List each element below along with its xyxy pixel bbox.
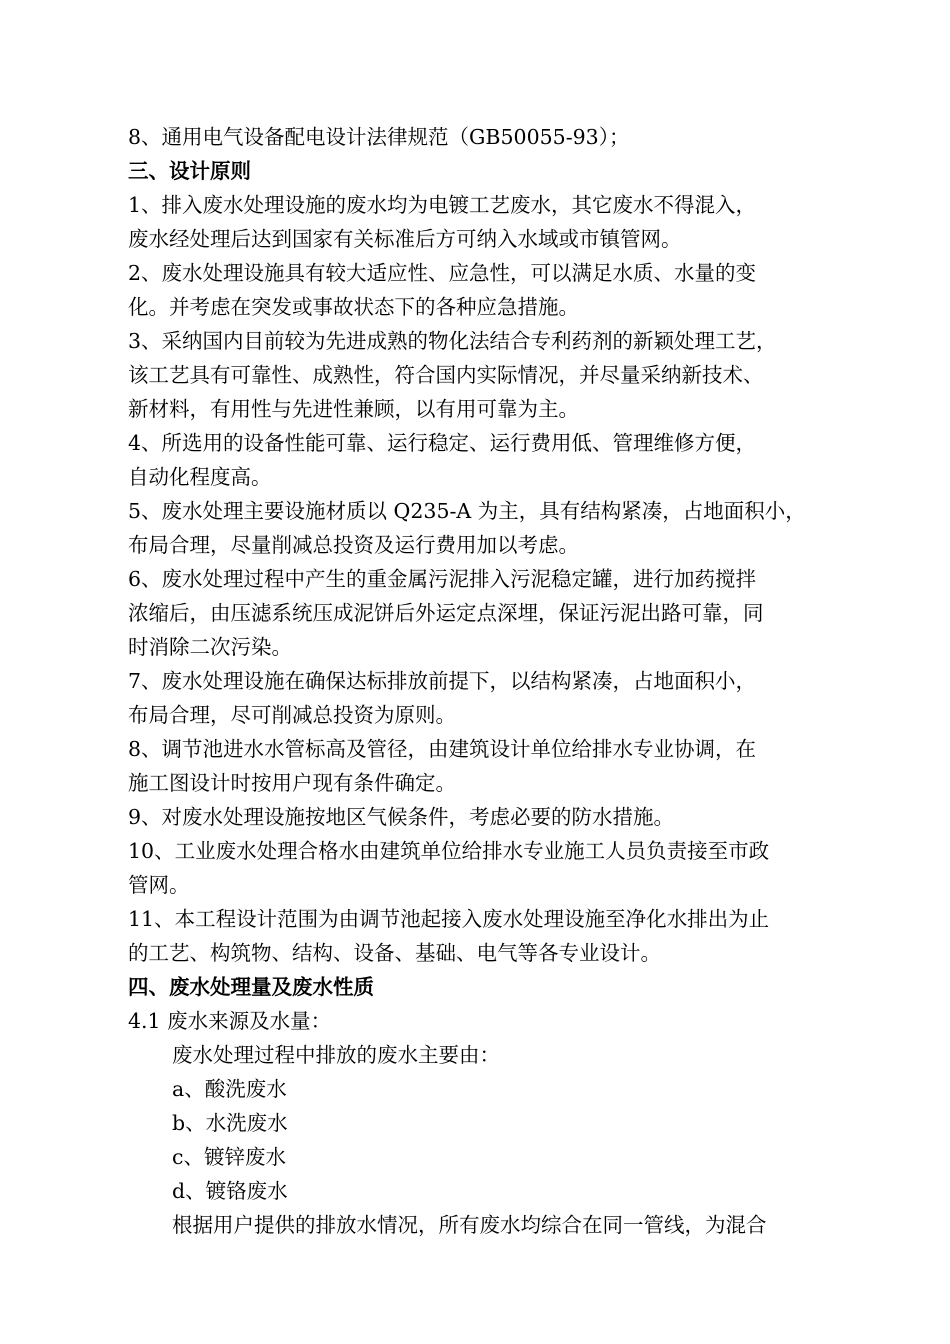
principle-3-line-3: 新材料，有用性与先进性兼顾，以有用可靠为主。: [128, 397, 579, 421]
principle-8-line-1: 8、调节池进水水管标高及管径，由建筑设计单位给排水专业协调，在: [128, 737, 757, 761]
list-item-c: c、镀锌废水: [172, 1145, 286, 1169]
principle-11-line-2: 的工艺、构筑物、结构、设备、基础、电气等各专业设计。: [128, 941, 661, 965]
principle-1-line-2: 废水经处理后达到国家有关标准后方可纳入水域或市镇管网。: [128, 227, 682, 251]
principle-11-line-1: 11、本工程设计范围为由调节池起接入废水处理设施至净化水排出为止: [128, 907, 770, 931]
principle-2-line-2: 化。并考虑在突发或事故状态下的各种应急措施。: [128, 295, 579, 319]
list-item-d: d、镀铬废水: [172, 1179, 288, 1203]
principle-5-line-1: 5、废水处理主要设施材质以 Q235-A 为主，具有结构紧凑，占地面积小，: [128, 499, 806, 523]
principle-10-line-1: 10、工业废水处理合格水由建筑单位给排水专业施工人员负责接至市政: [128, 839, 770, 863]
principle-6-line-2: 浓缩后，由压滤系统压成泥饼后外运定点深埋，保证污泥出路可靠，同: [128, 601, 764, 625]
principle-3-line-2: 该工艺具有可靠性、成熟性，符合国内实际情况，并尽量采纳新技术、: [128, 363, 764, 387]
wastewater-source-intro: 废水处理过程中排放的废水主要由：: [172, 1043, 500, 1067]
list-item-b: b、水洗废水: [172, 1111, 288, 1135]
section-heading-wastewater-volume: 四、废水处理量及废水性质: [128, 975, 374, 999]
principle-8-line-2: 施工图设计时按用户现有条件确定。: [128, 771, 456, 795]
principle-3-line-1: 3、采纳国内目前较为先进成熟的物化法结合专利药剂的新颖处理工艺，: [128, 329, 777, 353]
discharge-note-line-1: 根据用户提供的排放水情况，所有废水均综合在同一管线，为混合: [172, 1213, 767, 1237]
list-item-a: a、酸洗废水: [172, 1077, 287, 1101]
principle-5-line-2: 布局合理，尽量削减总投资及运行费用加以考虑。: [128, 533, 579, 557]
section-heading-design-principles: 三、设计原则: [128, 159, 251, 183]
principle-6-line-1: 6、废水处理过程中产生的重金属污泥排入污泥稳定罐，进行加药搅拌: [128, 567, 757, 591]
standard-item-8: 8、通用电气设备配电设计法律规范（GB50055-93）；: [128, 125, 630, 149]
principle-4-line-1: 4、所选用的设备性能可靠、运行稳定、运行费用低、管理维修方便，: [128, 431, 757, 455]
principle-9-line-1: 9、对废水处理设施按地区气候条件，考虑必要的防水措施。: [128, 805, 675, 829]
principle-7-line-2: 布局合理，尽可削减总投资为原则。: [128, 703, 456, 727]
principle-1-line-1: 1、排入废水处理设施的废水均为电镀工艺废水，其它废水不得混入，: [128, 193, 757, 217]
principle-6-line-3: 时消除二次污染。: [128, 635, 292, 659]
principle-10-line-2: 管网。: [128, 873, 190, 897]
subsection-4-1-title: 4.1 废水来源及水量：: [128, 1009, 332, 1033]
principle-2-line-1: 2、废水处理设施具有较大适应性、应急性，可以满足水质、水量的变: [128, 261, 757, 285]
principle-7-line-1: 7、废水处理设施在确保达标排放前提下，以结构紧凑，占地面积小，: [128, 669, 757, 693]
principle-4-line-2: 自动化程度高。: [128, 465, 272, 489]
